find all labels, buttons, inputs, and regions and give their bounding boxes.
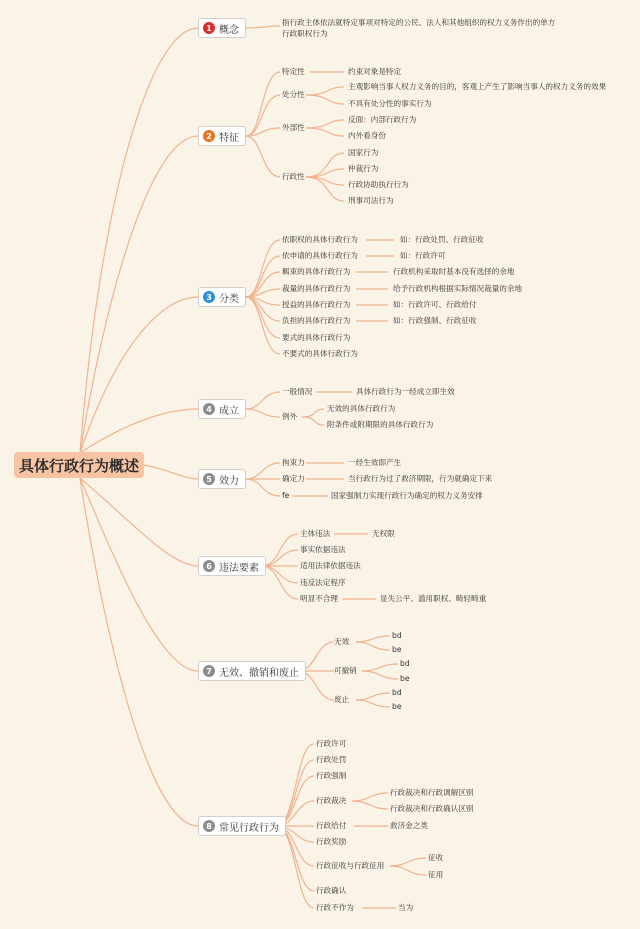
node-externality: 外部性 bbox=[282, 123, 305, 132]
effect-binding: 拘束力 bbox=[282, 458, 305, 467]
class-item-1-desc: 如：行政处罚、行政征收 bbox=[400, 235, 484, 244]
act-payment: 行政给付 bbox=[316, 821, 347, 830]
invalid-abolish: 废止 bbox=[334, 695, 350, 704]
effect-fe: fe bbox=[282, 491, 290, 500]
act-penalty: 行政处罚 bbox=[316, 755, 347, 764]
node-disposition: 处分性 bbox=[282, 90, 305, 99]
illegal-item-3: 适用法律依据违法 bbox=[300, 561, 361, 570]
node-specificity-desc: 约束对象是特定 bbox=[348, 67, 402, 76]
act-payment-desc: 救济金之类 bbox=[390, 821, 428, 830]
class-item-6-desc: 如：行政强制、行政征收 bbox=[393, 316, 477, 325]
effect-finality: 确定力 bbox=[282, 474, 305, 483]
act-permit: 行政许可 bbox=[316, 739, 347, 748]
establish-general-desc: 具体行政行为一经成立即生效 bbox=[356, 387, 455, 396]
act-reward: 行政奖励 bbox=[316, 837, 347, 846]
act-confirmation: 行政确认 bbox=[316, 886, 347, 895]
node-administrative: 行政性 bbox=[282, 172, 305, 181]
illegal-item-2: 事实依据违法 bbox=[300, 545, 346, 554]
root-topic[interactable]: 具体行政行为概述 bbox=[14, 452, 144, 478]
class-item-5: 授益的具体行政行为 bbox=[282, 300, 351, 309]
act-omission-desc: 当为 bbox=[398, 903, 414, 912]
illegal-item-4: 违反法定程序 bbox=[300, 578, 346, 587]
branch-label: 概念 bbox=[219, 24, 239, 36]
node-disposition-desc-1: 主观影响当事人权力义务的目的，客观上产生了影响当事人的权力义务的效果 bbox=[348, 82, 607, 91]
class-item-7: 要式的具体行政行为 bbox=[282, 333, 351, 342]
node-disposition-desc-2: 不具有处分性的事实行为 bbox=[348, 99, 432, 108]
establish-exception-1: 无效的具体行政行为 bbox=[327, 404, 396, 413]
invalid-abolish-a: bd bbox=[392, 688, 402, 697]
invalid-void-b: be bbox=[392, 645, 402, 654]
class-item-3-desc: 行政机构采取时基本没有选择的余地 bbox=[393, 267, 515, 276]
effect-binding-desc: 一经生效即产生 bbox=[348, 458, 402, 467]
number-badge: 5 bbox=[203, 473, 215, 485]
branch-label: 常见行政行为 bbox=[219, 822, 279, 834]
node-externality-desc-1: 反面：内部行政行为 bbox=[348, 115, 417, 124]
branch-effect[interactable] bbox=[198, 469, 246, 489]
class-item-5-desc: 如：行政许可、行政给付 bbox=[393, 300, 477, 309]
establish-exception-2: 附条件或附期限的具体行政行为 bbox=[327, 420, 434, 429]
number-badge: 2 bbox=[203, 130, 215, 142]
effect-finality-desc: 当行政行为过了救济期限，行为就确定下来 bbox=[348, 474, 493, 483]
branch-label: 成立 bbox=[219, 405, 239, 417]
node-administrative-4: 刑事司法行为 bbox=[348, 196, 394, 205]
number-badge: 7 bbox=[203, 665, 215, 677]
act-levy-requisition: 行政征收与行政征用 bbox=[316, 861, 385, 870]
branch-illegal-elements[interactable] bbox=[198, 556, 266, 576]
illegal-item-5: 明显不合理 bbox=[300, 594, 338, 603]
branch-label: 分类 bbox=[219, 293, 239, 305]
node-externality-desc-2: 内外看身份 bbox=[348, 131, 386, 140]
node-administrative-3: 行政协助执行行为 bbox=[348, 180, 409, 189]
act-adjudication: 行政裁决 bbox=[316, 796, 347, 805]
number-badge: 8 bbox=[203, 820, 215, 832]
branch-common-acts[interactable] bbox=[198, 816, 286, 836]
invalid-revocable-a: bd bbox=[400, 659, 410, 668]
class-item-6: 负担的具体行政行为 bbox=[282, 316, 351, 325]
illegal-item-1-desc: 无权限 bbox=[372, 529, 395, 538]
act-enforcement: 行政强制 bbox=[316, 771, 347, 780]
invalid-void: 无效 bbox=[334, 637, 350, 646]
branch-label: 特征 bbox=[219, 132, 239, 144]
number-badge: 1 bbox=[203, 22, 215, 34]
node-administrative-1: 国家行为 bbox=[348, 148, 379, 157]
class-item-8: 不要式的具体行政行为 bbox=[282, 349, 358, 358]
node-specificity: 特定性 bbox=[282, 67, 305, 76]
act-omission: 行政不作为 bbox=[316, 903, 354, 912]
branch-label: 无效、撤销和废止 bbox=[219, 667, 299, 679]
number-badge: 3 bbox=[203, 291, 215, 303]
branch-concept[interactable] bbox=[198, 18, 246, 38]
class-item-2: 依申请的具体行政行为 bbox=[282, 251, 358, 260]
class-item-4-desc: 给予行政机构根据实际情况裁量的余地 bbox=[393, 284, 523, 293]
branch-features[interactable] bbox=[198, 126, 246, 146]
concept-definition: 指行政主体依法就特定事项对特定的公民、法人和其他组织的权力义务作出的单方行政职权行为 bbox=[282, 18, 556, 38]
illegal-item-5-desc: 显失公平、滥用职权、畸轻畸重 bbox=[380, 594, 487, 603]
invalid-revocable-b: be bbox=[400, 674, 410, 683]
illegal-item-1: 主体违法 bbox=[300, 529, 331, 538]
act-adjudication-2: 行政裁决和行政确认区别 bbox=[390, 804, 474, 813]
act-adjudication-1: 行政裁决和行政调解区别 bbox=[390, 788, 474, 797]
act-levy: 征收 bbox=[428, 853, 444, 862]
establish-exception: 例外 bbox=[282, 412, 298, 421]
invalid-void-a: bd bbox=[392, 631, 402, 640]
invalid-revocable: 可撤销 bbox=[334, 666, 357, 675]
class-item-2-desc: 如：行政许可 bbox=[400, 251, 446, 260]
class-item-1: 依职权的具体行政行为 bbox=[282, 235, 358, 244]
branch-label: 违法要素 bbox=[219, 562, 259, 574]
effect-fe-desc: 国家强制力实现行政行为确定的权力义务安排 bbox=[331, 491, 483, 500]
branch-classification[interactable] bbox=[198, 287, 246, 307]
branch-establishment[interactable] bbox=[198, 399, 246, 419]
number-badge: 4 bbox=[203, 403, 215, 415]
branch-invalidity[interactable] bbox=[198, 661, 306, 681]
node-administrative-2: 仲裁行为 bbox=[348, 164, 379, 173]
class-item-4: 裁量的具体行政行为 bbox=[282, 284, 351, 293]
number-badge: 6 bbox=[203, 560, 215, 572]
invalid-abolish-b: be bbox=[392, 702, 402, 711]
branch-label: 效力 bbox=[219, 475, 239, 487]
establish-general: 一般情况 bbox=[282, 387, 313, 396]
act-requisition: 征用 bbox=[428, 870, 444, 879]
class-item-3: 羁束的具体行政行为 bbox=[282, 267, 351, 276]
